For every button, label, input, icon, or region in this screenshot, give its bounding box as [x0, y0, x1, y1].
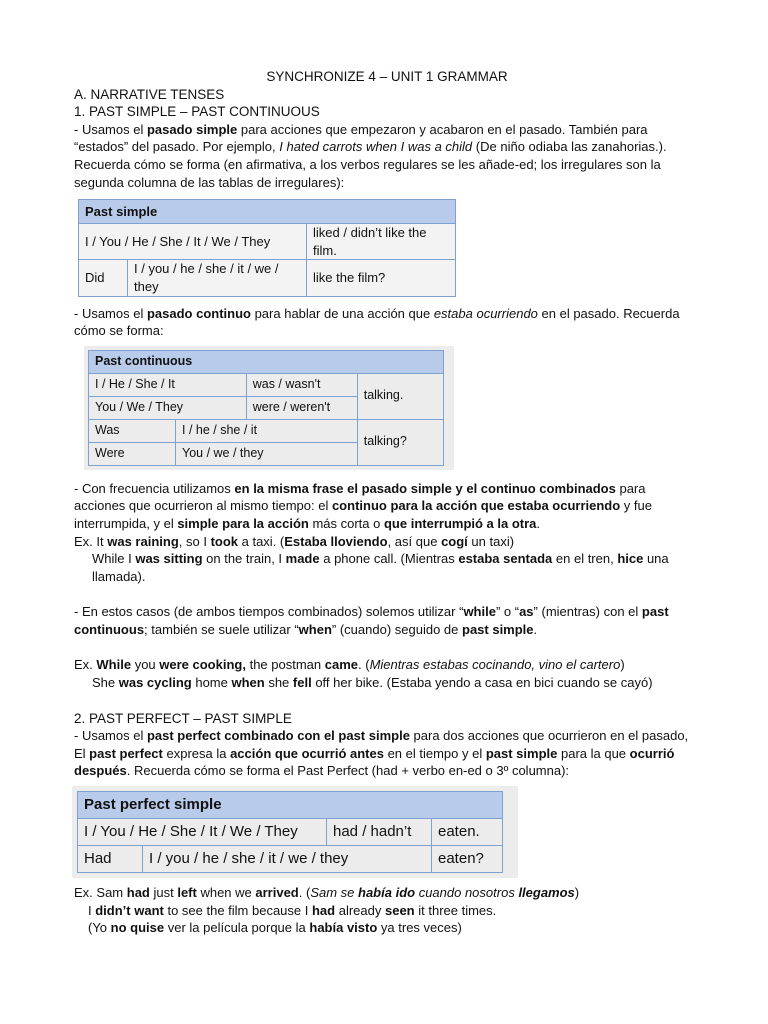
paragraph-while-when — [74, 603, 700, 638]
text: (Yo — [88, 920, 111, 936]
text: - Usamos el — [74, 728, 147, 744]
example-line — [74, 884, 700, 902]
text: cuando nosotros — [415, 885, 519, 901]
text: when — [231, 675, 265, 691]
text: a phone call. (Mientras — [319, 551, 459, 567]
text: (De niño odiaba las zanahorias.). Recuerda cómo se forma (en afirmativa, a los verbos regulares se les añade-ed; los irregulares son la segunda columna de las tablas de irregulares): — [74, 139, 667, 190]
table-cell: I / he / she / it — [176, 419, 358, 442]
past-continuous-table-wrapper — [84, 346, 454, 470]
text: . — [533, 621, 538, 637]
text: estaba sentada — [458, 551, 553, 567]
text: . ( — [358, 657, 370, 673]
text: , así que — [387, 533, 442, 549]
text: pasado simple — [146, 121, 238, 137]
text: were cooking, — [159, 657, 246, 673]
text: . Recuerda cómo se forma el Past Perfect (had + verbo en-ed o 3º columna): — [126, 763, 570, 779]
text: past simple — [485, 745, 558, 761]
table-cell: were / weren't — [246, 396, 357, 419]
text: past perfect combinado con el past simple — [146, 728, 410, 744]
text: just — [149, 885, 178, 901]
text: arrived — [255, 885, 299, 901]
text: Ex. Sam — [74, 885, 127, 901]
text: no quise — [110, 920, 165, 936]
text: para dos acciones que ocurrieron en el pasado, El — [74, 728, 689, 761]
text: already — [335, 902, 385, 918]
text: simple para la acción — [177, 515, 309, 531]
table-cell: had / hadn’t — [327, 819, 432, 846]
text: didn’t want — [95, 902, 164, 918]
example-line — [74, 533, 700, 551]
text: off her bike. (Estaba yendo a casa en bici cuando se cayó) — [311, 675, 653, 691]
past-perfect-table-wrapper — [72, 786, 518, 878]
text: , so I — [178, 533, 211, 549]
text: past continuous — [74, 604, 669, 637]
paragraph-past-perfect — [74, 727, 700, 780]
table-cell: like the film? — [307, 260, 456, 296]
text: hice — [617, 551, 644, 567]
text: past simple — [462, 621, 534, 637]
example-line — [74, 919, 700, 937]
text: ocurrió después — [74, 745, 675, 779]
subheading-past-perfect: 2. PAST PERFECT – PAST SIMPLE — [74, 710, 292, 726]
text: pasado continuo — [146, 305, 251, 321]
paragraph-past-simple — [74, 121, 700, 191]
text: took — [210, 533, 239, 549]
example-line — [74, 674, 700, 692]
table-header: Past perfect simple — [78, 792, 503, 819]
table-cell: talking. — [357, 373, 443, 419]
text: Ex. It — [74, 533, 108, 549]
text: una llamada). — [92, 551, 669, 584]
text: home — [191, 675, 232, 691]
text: para acciones que ocurrieron al mismo tiempo: el — [74, 480, 646, 514]
table-cell: Did — [79, 260, 128, 296]
text: While I — [92, 551, 136, 567]
table-cell: Had — [78, 846, 143, 873]
table-cell: I / You / He / She / It / We / They — [79, 224, 307, 260]
table-cell: I / you / he / she / it / we / they — [128, 260, 307, 296]
text: había visto — [309, 920, 378, 936]
text: ” (cuando) seguido de — [331, 621, 462, 637]
table-cell: eaten? — [432, 846, 503, 873]
text: had — [126, 885, 150, 901]
text: ; también se suele utilizar “ — [144, 621, 299, 637]
table-cell: I / you / he / she / it / we / they — [143, 846, 432, 873]
text: it three times. — [414, 902, 497, 918]
spacer — [74, 585, 700, 603]
paragraph-combined-tenses — [74, 480, 700, 533]
past-simple-table — [78, 199, 456, 296]
text: the postman — [245, 657, 325, 673]
text: llegamos — [518, 885, 575, 901]
text: para la que — [557, 745, 630, 761]
text: when we — [196, 885, 256, 901]
table-cell: was / wasn't — [246, 373, 357, 396]
text: un taxi) — [467, 533, 515, 549]
text: que interrumpió a la otra — [383, 515, 537, 531]
table-cell: You / We / They — [89, 396, 247, 419]
text: - Con frecuencia utilizamos — [74, 480, 235, 496]
text: made — [285, 551, 320, 567]
text: . ( — [298, 885, 311, 901]
table-cell: eaten. — [432, 819, 503, 846]
text: y fue interrumpida, y el — [74, 498, 652, 531]
text: She — [92, 675, 119, 691]
paragraph-past-continuous — [74, 305, 700, 340]
text: to see the film because I — [163, 902, 312, 918]
text: expresa la — [162, 745, 231, 761]
text: - Usamos el — [74, 305, 147, 321]
text: estaba ocurriendo — [433, 305, 538, 321]
document — [74, 68, 700, 937]
text: continuo para la acción que estaba ocurriendo — [331, 498, 621, 514]
text: en el pasado. Recuerda cómo se forma: — [74, 305, 680, 339]
text: acción que ocurrió antes — [230, 745, 384, 761]
text: left — [177, 885, 197, 901]
text: más corta o — [308, 515, 384, 531]
example-line — [74, 656, 700, 674]
text: was cycling — [118, 675, 192, 691]
table-header: Past continuous — [89, 350, 444, 373]
text: Mientras estabas cocinando, vino el cartero — [369, 657, 621, 673]
text: ” o “ — [495, 604, 520, 620]
text: cogí — [441, 533, 468, 549]
table-cell: Was — [89, 419, 176, 442]
example-line — [74, 550, 700, 585]
table-cell: I / You / He / She / It / We / They — [78, 819, 327, 846]
past-continuous-table — [88, 350, 444, 466]
text: on the train, I — [202, 551, 286, 567]
spacer — [74, 638, 700, 656]
text: ver la película porque la — [164, 920, 310, 936]
text: en la misma frase el pasado simple y el continuo combinados — [234, 480, 616, 496]
text: when — [298, 621, 332, 637]
text: I — [88, 902, 96, 918]
text: ) — [620, 657, 625, 673]
text: as — [519, 604, 534, 620]
text: para hablar de una acción que — [250, 305, 434, 321]
text: Sam se — [310, 885, 359, 901]
text: came — [324, 657, 358, 673]
text: ya tres veces) — [377, 920, 462, 936]
text: ) — [574, 885, 580, 901]
text: . — [536, 515, 541, 531]
text: you — [131, 657, 160, 673]
table-cell: liked / didn’t like the film. — [307, 224, 456, 260]
example-line — [74, 902, 700, 920]
text: había ido — [358, 885, 416, 901]
text: she — [264, 675, 293, 691]
text: was sitting — [135, 551, 203, 567]
table-cell: I / He / She / It — [89, 373, 247, 396]
table-cell: talking? — [357, 419, 443, 465]
spacer — [74, 692, 700, 710]
table-cell: You / we / they — [176, 442, 358, 465]
text: - Usamos el — [74, 121, 147, 137]
text: - En estos casos (de ambos tiempos combinados) solemos utilizar “ — [74, 604, 464, 620]
text: I hated carrots when I was a child — [279, 139, 473, 155]
subheading-past-simple-continuous: 1. PAST SIMPLE – PAST CONTINUOUS — [74, 104, 320, 120]
text: seen — [384, 902, 415, 918]
text: para acciones que empezaron y acabaron en el pasado. También para “estados” del pasado. Por ejemplo, — [74, 121, 648, 155]
section-heading-narrative-tenses: A. NARRATIVE TENSES — [74, 86, 225, 102]
past-simple-table-wrapper — [78, 199, 456, 296]
text: en el tiempo y el — [383, 745, 486, 761]
text: was raining — [107, 533, 179, 549]
text: en el tren, — [552, 551, 618, 567]
text: fell — [292, 675, 312, 691]
text: ” (mientras) con el — [533, 604, 642, 620]
text: Estaba lloviendo — [284, 533, 388, 549]
text: while — [463, 604, 496, 620]
page-title: SYNCHRONIZE 4 – UNIT 1 GRAMMAR — [266, 69, 508, 84]
text: a taxi. ( — [238, 533, 285, 549]
text: past perfect — [89, 745, 163, 761]
text: had — [311, 902, 336, 918]
table-cell: Were — [89, 442, 176, 465]
table-header: Past simple — [79, 200, 456, 224]
text: Ex. — [74, 657, 97, 673]
text: While — [96, 657, 132, 673]
past-perfect-table — [77, 791, 503, 873]
